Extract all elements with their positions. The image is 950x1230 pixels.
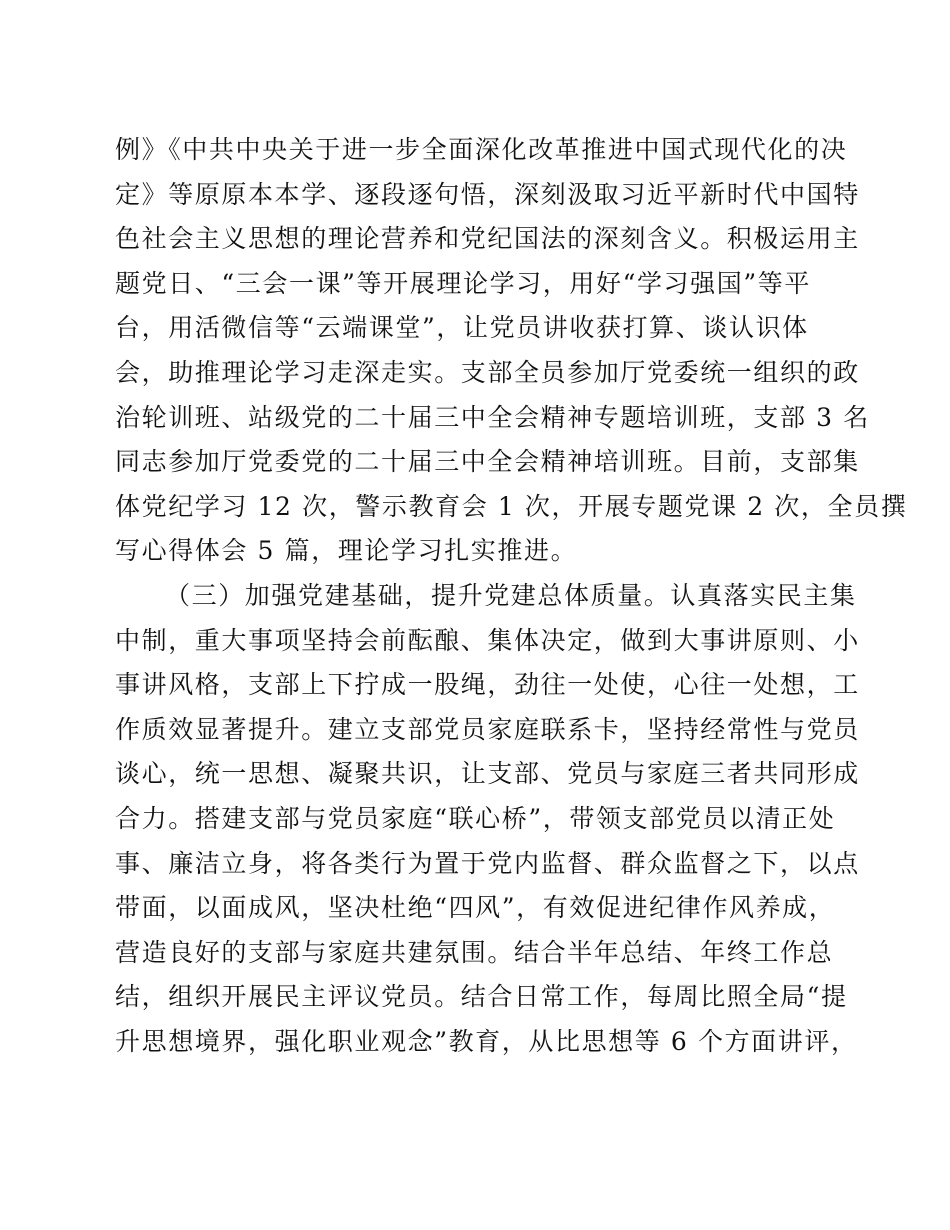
text-line: 谈心，统一思想、凝聚共识，让支部、党员与家庭三者共同形成 xyxy=(115,759,860,789)
text-line: 升思想境界，强化职业观念”教育，从比思想等 6 个方面讲评， xyxy=(115,1026,858,1056)
text-line: 会，助推理论学习走深走实。支部全员参加厅党委统一组织的政 xyxy=(115,357,860,387)
text-line: 作质效显著提升。建立支部党员家庭联系卡，坚持经常性与党员 xyxy=(115,714,860,744)
text-line: 带面，以面成风，坚决杜绝“四风”，有效促进纪律作风养成， xyxy=(115,893,836,923)
text-line: 结，组织开展民主评议党员。结合日常工作，每周比照全局“提 xyxy=(115,982,848,1012)
text-line: 定》等原原本本学、逐段逐句悟，深刻汲取习近平新时代中国特 xyxy=(115,179,860,209)
text-line: 合力。搭建支部与党员家庭“联心桥”，带领支部党员以清正处 xyxy=(115,803,836,833)
text-line: 例》《中共中央关于进一步全面深化改革推进中国式现代化的决 xyxy=(115,135,848,164)
text-line: 治轮训班、站级党的二十届三中全会精神专题培训班，支部 3 名 xyxy=(115,402,870,432)
text-line: 营造良好的支部与家庭共建氛围。结合半年总结、年终工作总 xyxy=(115,937,834,967)
text-line: 体党纪学习 12 次，警示教育会 1 次，开展专题党课 2 次，全员撰 xyxy=(115,491,908,521)
text-line: 台，用活微信等“云端课堂”，让党员讲收获打算、谈认识体 xyxy=(115,313,809,343)
body-text xyxy=(115,128,908,1064)
text-line: 事、廉洁立身，将各类行为置于党内监督、群众监督之下，以点 xyxy=(115,848,860,878)
section-heading-line: （三）加强党建基础，提升党建总体质量。认真落实民主集 xyxy=(165,580,857,610)
text-line: 写心得体会 5 篇，理论学习扎实推进。 xyxy=(115,536,578,566)
text-line: 中制，重大事项坚持会前酝酿、集体决定，做到大事讲原则、小 xyxy=(115,625,860,655)
text-line: 同志参加厅党委党的二十届三中全会精神培训班。目前，支部集 xyxy=(115,447,860,477)
text-line: 色社会主义思想的理论营养和党纪国法的深刻含义。积极运用主 xyxy=(115,224,860,254)
text-line: 题党日、“三会一课”等开展理论学习，用好“学习强国”等平 xyxy=(115,268,811,298)
text-line: 事讲风格，支部上下拧成一股绳，劲往一处使，心往一处想，工 xyxy=(115,670,860,700)
